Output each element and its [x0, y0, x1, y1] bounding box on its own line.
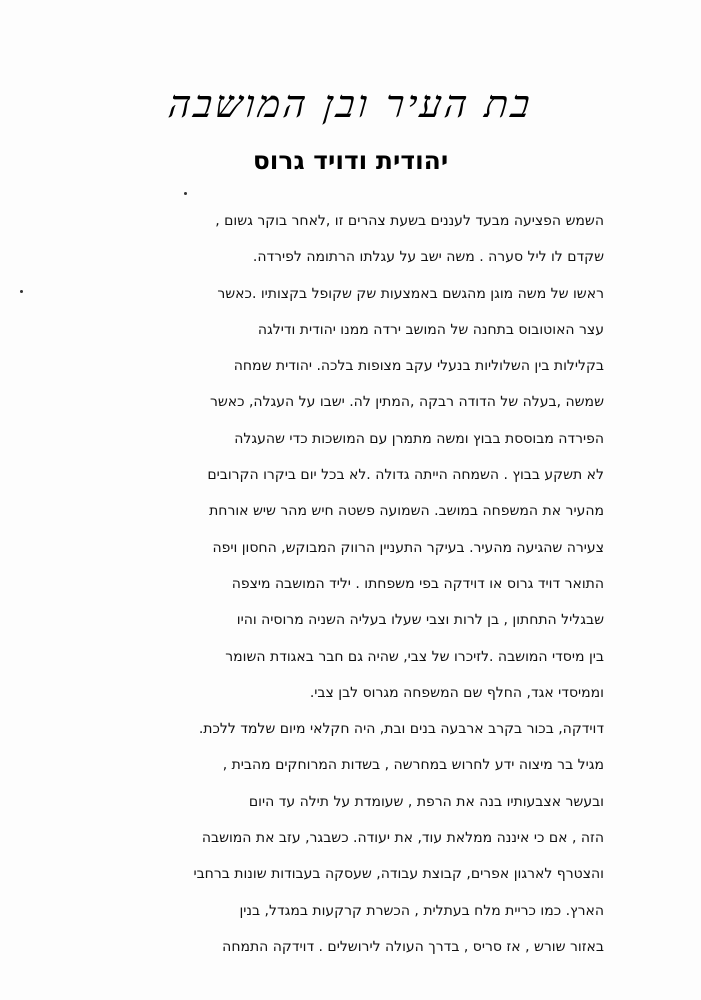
body-line: והצטרף לארגון אפרים, קבוצת עבודה, שעסקה בעבודות שונות ברחבי — [193, 866, 604, 883]
body-line: שמשה ,בעלה של הדודה רבקה ,המתין לה. ישבו על העגלה, כאשר — [209, 394, 604, 411]
body-line: באזור שורש , אז סריס , בדרך העולה לירושלים . דוידקה התמחה — [222, 938, 604, 955]
body-line: וממיסדי אגד, החלף שם המשפחה מגרוס לבן צבי. — [309, 684, 604, 701]
body-line: צעירה שהגיעה מהעיר. בעיקר התעניין הרווק המבוקש, החסון ויפה — [212, 539, 604, 556]
body-line: בין מיסדי המושבה .לזיכרו של צבי, שהיה גם חבר באגודת השומר — [225, 648, 604, 665]
body-line: בקלילות בין השלוליות בנעלי עקב מצופות בלכה. יהודית שמחה — [233, 358, 604, 375]
body-line: ובעשר אצבעותיו בנה את הרפת , שעומדת על תילה עד היום — [248, 793, 604, 810]
body-line: השמש הפציעה מבעד לעננים בשעת צהרים זו ,לאחר בוקר גשום , — [215, 213, 604, 229]
body-line: מגיל בר מיצוה ידע לחרוש במחרשה , בשדות המרוחקים מהבית , — [222, 757, 604, 774]
speck-mark — [184, 192, 187, 195]
body-line: הזה , אם כי איננה ממלאת עוד, את יעודה. כשבגר, עזב את המושבה — [201, 830, 604, 847]
body-line: הפירדה מבוססת בבוץ ומשה מתמרן עם המושכות כדי שהעגלה — [234, 430, 604, 447]
speck-mark — [20, 290, 23, 293]
body-line: שקדם לו ליל סערה . משה ישב על עגלתו הרתומה לפירדה. — [252, 249, 604, 266]
document-title: בת העיר ובן המושבה — [166, 82, 535, 126]
body-line: הארץ. כמו כריית מלח בעתלית , הכשרת קרקעות במגדל, בנין — [239, 902, 604, 919]
body-line: דוידקה, בכור בקרב ארבעה בנים ובת, היה חקלאי מיום שלמד ללכת. — [198, 721, 604, 738]
body-line: לא תשקע בבוץ . השמחה הייתה גדולה .לא בכל יום ביקרו הקרובים — [207, 467, 604, 484]
document-authors: יהודית ודויד גרוס — [252, 146, 449, 175]
body-line: עצר האוטובוס בתחנה של המושב ירדה ממנו יהודית ודילגה — [257, 321, 604, 338]
body-line: שבגליל התחתון , בן לרות וצבי שעלו בעליה השניה מרוסיה והיו — [236, 612, 604, 629]
body-line: מהעיר את המשפחה במושב. השמועה פשטה חיש מהר שיש אורחת — [209, 503, 604, 520]
document-body — [126, 203, 604, 965]
body-line: ראשו של משה מוגן מהגשם באמצעות שק שקופל בקצותיו .כאשר — [217, 285, 604, 302]
body-line: התואר דויד גרוס או דוידקה בפי משפחתו . יליד המושבה מיצפה — [231, 575, 604, 592]
